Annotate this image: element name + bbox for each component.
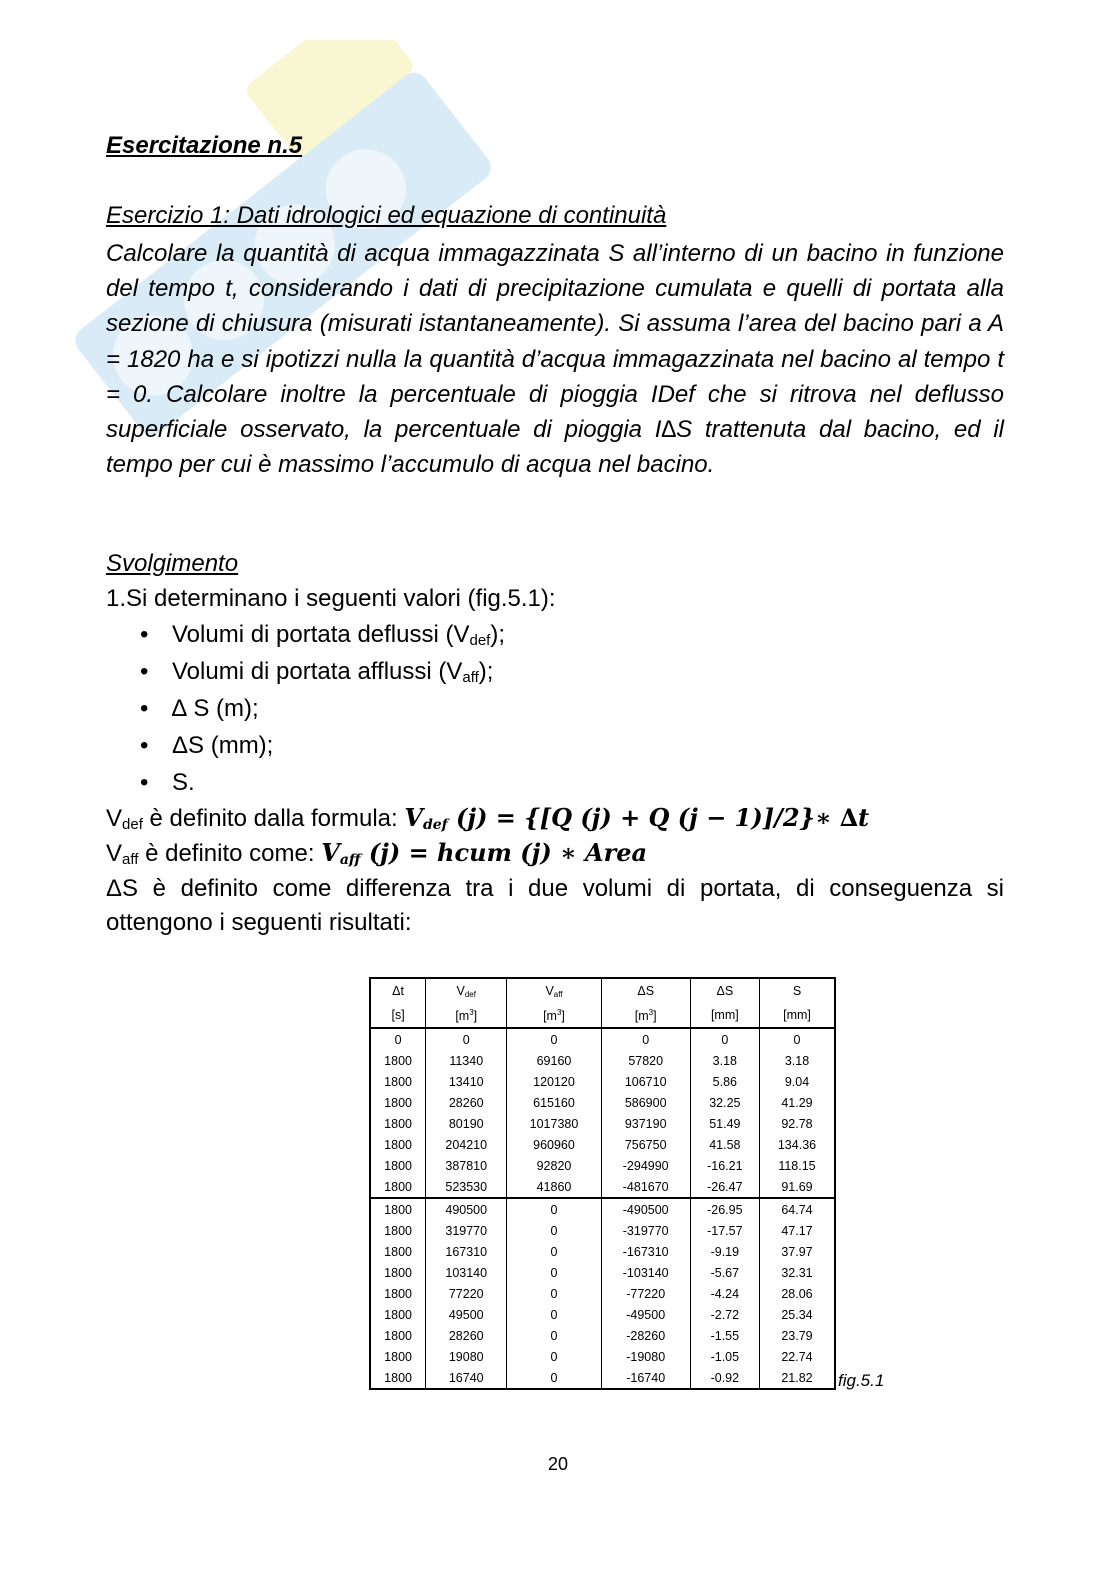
table-row xyxy=(370,1155,835,1176)
values-list xyxy=(106,620,505,805)
table-row xyxy=(370,1028,835,1050)
solution-intro: 1.Si determinano i seguenti valori (fig.5.1): xyxy=(106,585,556,612)
table-row xyxy=(370,1346,835,1367)
col-header: S xyxy=(759,978,835,1003)
table-cell: 32.25 xyxy=(690,1092,759,1113)
table-cell: 5.86 xyxy=(690,1071,759,1092)
table-cell: 25.34 xyxy=(759,1304,835,1325)
table-cell: 1017380 xyxy=(507,1113,601,1134)
col-header: ΔS xyxy=(690,978,759,1003)
table-cell: 1800 xyxy=(370,1304,426,1325)
table-cell: 490500 xyxy=(426,1198,507,1220)
table-cell: 3.18 xyxy=(690,1050,759,1071)
table-cell: -16.21 xyxy=(690,1155,759,1176)
vaff-formula: $V_{aff}$ (j) = hcum (j) ∗ Area xyxy=(321,838,648,868)
table-row xyxy=(370,1198,835,1220)
table-cell: -28260 xyxy=(601,1325,690,1346)
table-cell: -167310 xyxy=(601,1241,690,1262)
table-cell: -4.24 xyxy=(690,1283,759,1304)
table-cell: 1800 xyxy=(370,1262,426,1283)
table-row xyxy=(370,1241,835,1262)
table-row xyxy=(370,1050,835,1071)
table-cell: 0 xyxy=(507,1304,601,1325)
table-cell: 0 xyxy=(507,1028,601,1050)
table-row xyxy=(370,1134,835,1155)
table-cell: 1800 xyxy=(370,1134,426,1155)
table-cell: -49500 xyxy=(601,1304,690,1325)
table-cell: 22.74 xyxy=(759,1346,835,1367)
table-cell: 41.58 xyxy=(690,1134,759,1155)
table-cell: 21.82 xyxy=(759,1367,835,1389)
delta-s-definition: ΔS è definito come differenza tra i due volumi di portata, di conseguenza si ottengono i seguenti risultati: xyxy=(106,875,1004,936)
unit-cell: [mm] xyxy=(759,1003,835,1028)
table-cell: -1.05 xyxy=(690,1346,759,1367)
table-cell: 49500 xyxy=(426,1304,507,1325)
table-cell: 1800 xyxy=(370,1325,426,1346)
table-cell: 9.04 xyxy=(759,1071,835,1092)
table-cell: 937190 xyxy=(601,1113,690,1134)
table-cell: 92.78 xyxy=(759,1113,835,1134)
table-cell: 0 xyxy=(507,1198,601,1220)
unit-cell: $[m^3]$ xyxy=(601,1003,690,1028)
table-cell: 0 xyxy=(690,1028,759,1050)
table-header-row xyxy=(370,978,835,1003)
table-cell: 32.31 xyxy=(759,1262,835,1283)
table-cell: 0 xyxy=(507,1262,601,1283)
table-cell: 28260 xyxy=(426,1325,507,1346)
table-cell: 756750 xyxy=(601,1134,690,1155)
table-cell: 0 xyxy=(507,1346,601,1367)
table-row xyxy=(370,1262,835,1283)
table-cell: 1800 xyxy=(370,1176,426,1198)
unit-cell: [mm] xyxy=(690,1003,759,1028)
solution-heading: Svolgimento xyxy=(106,550,239,577)
table-cell: 0 xyxy=(370,1028,426,1050)
table-cell: 0 xyxy=(507,1220,601,1241)
col-header: Vaff xyxy=(507,978,601,1003)
table-cell: 41.29 xyxy=(759,1092,835,1113)
table-cell: 92820 xyxy=(507,1155,601,1176)
vdef-formula: $V_{def}$ (j) = {[Q (j) + Q (j − 1)]/2}∗ ∆t xyxy=(404,803,870,833)
table-cell: 0 xyxy=(507,1367,601,1389)
table-cell: 41860 xyxy=(507,1176,601,1198)
table-cell: 615160 xyxy=(507,1092,601,1113)
table-cell: 1800 xyxy=(370,1220,426,1241)
table-cell: 1800 xyxy=(370,1283,426,1304)
table-cell: 1800 xyxy=(370,1346,426,1367)
exercise-text: Calcolare la quantità di acqua immagazzinata S all’interno di un bacino in funzione del tempo t, considerando i dati di precipitazione cumulata e quelli di portata alla sezione di chiusura (misurati istantaneamente). Si assuma l’area del bacino pari a A = 1820 ha e si ipotizzi nulla la quantità d’acqua immagazzinata nel bacino al tempo t = 0. Calcolare inoltre la percentuale di pioggia IDef che si ritrova nel deflusso superficiale osservato, la percentuale di pioggia I∆S trattenuta dal bacino, ed il tempo per cui è massimo l’accumulo di acqua nel bacino. xyxy=(106,240,1004,479)
table-row xyxy=(370,1071,835,1092)
table-cell: 387810 xyxy=(426,1155,507,1176)
table-body xyxy=(370,1028,835,1389)
table-cell: 1800 xyxy=(370,1198,426,1220)
table-cell: 960960 xyxy=(507,1134,601,1155)
list-item: • Volumi di portata deflussi $(V_{def})$; xyxy=(106,620,505,657)
unit-cell: [s] xyxy=(370,1003,426,1028)
table-cell: 586900 xyxy=(601,1092,690,1113)
table-cell: -103140 xyxy=(601,1262,690,1283)
table-cell: 319770 xyxy=(426,1220,507,1241)
table-cell: 51.49 xyxy=(690,1113,759,1134)
table-cell: -16740 xyxy=(601,1367,690,1389)
table-cell: -294990 xyxy=(601,1155,690,1176)
table-cell: 23.79 xyxy=(759,1325,835,1346)
table-cell: 69160 xyxy=(507,1050,601,1071)
table-cell: 57820 xyxy=(601,1050,690,1071)
col-header: ΔS xyxy=(601,978,690,1003)
table-cell: 134.36 xyxy=(759,1134,835,1155)
table-cell: -19080 xyxy=(601,1346,690,1367)
vdef-definition: $V_{def}$ è definito dalla formula: $V_{def}$ (j) = {[Q (j) + Q (j − 1)]/2}∗ ∆t xyxy=(106,803,870,833)
table-cell: 523530 xyxy=(426,1176,507,1198)
table-cell: -0.92 xyxy=(690,1367,759,1389)
table-cell: 120120 xyxy=(507,1071,601,1092)
table-row xyxy=(370,1176,835,1198)
table-cell: 28.06 xyxy=(759,1283,835,1304)
table-cell: -319770 xyxy=(601,1220,690,1241)
table-cell: 0 xyxy=(601,1028,690,1050)
table-row xyxy=(370,1113,835,1134)
table-cell: 0 xyxy=(507,1241,601,1262)
table-cell: 13410 xyxy=(426,1071,507,1092)
table-cell: 118.15 xyxy=(759,1155,835,1176)
table-cell: 1800 xyxy=(370,1092,426,1113)
table-cell: 0 xyxy=(507,1283,601,1304)
results-table xyxy=(369,977,836,1390)
table-cell: 77220 xyxy=(426,1283,507,1304)
table-cell: 0 xyxy=(507,1325,601,1346)
table-cell: 1800 xyxy=(370,1071,426,1092)
table-cell: 0 xyxy=(426,1028,507,1050)
table-cell: 91.69 xyxy=(759,1176,835,1198)
col-header: Vdef xyxy=(426,978,507,1003)
table-units-row xyxy=(370,1003,835,1028)
table-row xyxy=(370,1092,835,1113)
table-cell: 103140 xyxy=(426,1262,507,1283)
table-cell: 47.17 xyxy=(759,1220,835,1241)
table-row xyxy=(370,1283,835,1304)
table-cell: -17.57 xyxy=(690,1220,759,1241)
table-cell: 1800 xyxy=(370,1050,426,1071)
col-header: Δt xyxy=(370,978,426,1003)
list-item: • ∆ S (m); xyxy=(106,694,505,731)
page-title: Esercitazione n.5 xyxy=(106,132,303,159)
table-cell: 1800 xyxy=(370,1113,426,1134)
table-row xyxy=(370,1220,835,1241)
table-cell: 0 xyxy=(759,1028,835,1050)
table-cell: -9.19 xyxy=(690,1241,759,1262)
table-cell: 28260 xyxy=(426,1092,507,1113)
unit-cell: $[m^3]$ xyxy=(426,1003,507,1028)
table-row xyxy=(370,1304,835,1325)
table-cell: 11340 xyxy=(426,1050,507,1071)
table-cell: -481670 xyxy=(601,1176,690,1198)
table-cell: 1800 xyxy=(370,1155,426,1176)
table-cell: 1800 xyxy=(370,1241,426,1262)
table-cell: 64.74 xyxy=(759,1198,835,1220)
exercise-heading: Esercizio 1: Dati idrologici ed equazione di continuità xyxy=(106,202,667,229)
table-cell: 1800 xyxy=(370,1367,426,1389)
table-cell: -5.67 xyxy=(690,1262,759,1283)
table-cell: -490500 xyxy=(601,1198,690,1220)
table-cell: 16740 xyxy=(426,1367,507,1389)
table-cell: -1.55 xyxy=(690,1325,759,1346)
list-item: • S. xyxy=(106,768,505,805)
figure-caption: fig.5.1 xyxy=(838,1371,885,1390)
vaff-definition: $V_{aff}$ è definito come: $V_{aff}$ (j) = hcum (j) ∗ Area xyxy=(106,838,648,868)
unit-cell: $[m^3]$ xyxy=(507,1003,601,1028)
table-row xyxy=(370,1367,835,1389)
table-cell: -26.95 xyxy=(690,1198,759,1220)
table-cell: -77220 xyxy=(601,1283,690,1304)
table-cell: -2.72 xyxy=(690,1304,759,1325)
table-cell: 106710 xyxy=(601,1071,690,1092)
table-cell: 204210 xyxy=(426,1134,507,1155)
table-cell: 19080 xyxy=(426,1346,507,1367)
table-cell: -26.47 xyxy=(690,1176,759,1198)
table-cell: 80190 xyxy=(426,1113,507,1134)
table-cell: 167310 xyxy=(426,1241,507,1262)
table-row xyxy=(370,1325,835,1346)
list-item: • Volumi di portata afflussi $(V_{aff})$; xyxy=(106,657,505,694)
page-number: 20 xyxy=(547,1454,569,1474)
table-cell: 37.97 xyxy=(759,1241,835,1262)
list-item: • ΔS (mm); xyxy=(106,731,505,768)
table-cell: 3.18 xyxy=(759,1050,835,1071)
